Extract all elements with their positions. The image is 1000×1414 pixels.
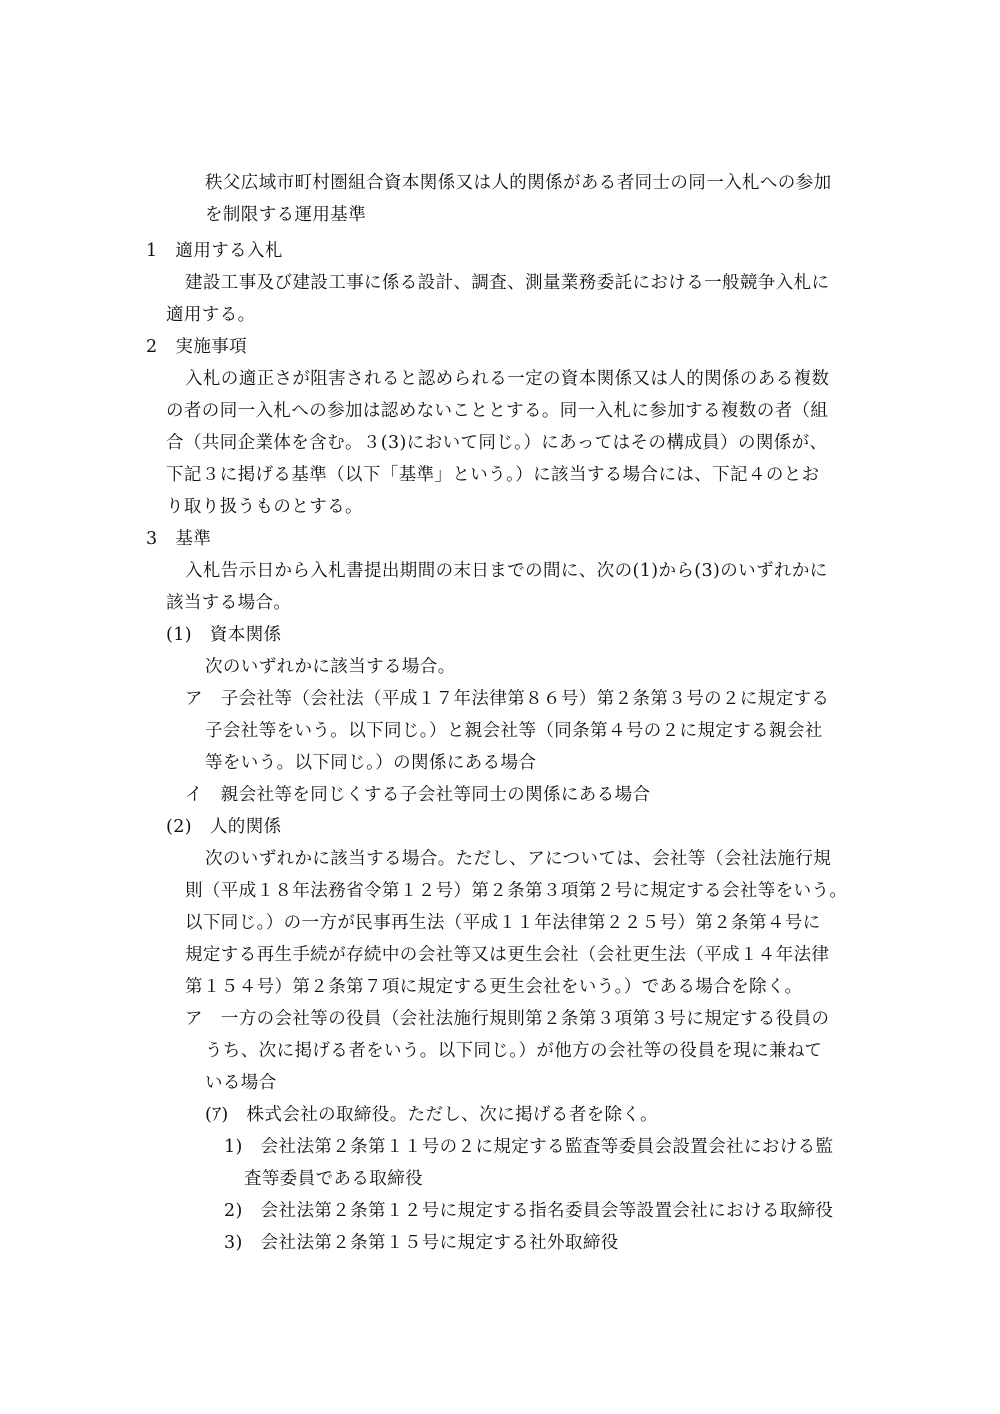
section-2-heading: 2 実施事項 [146, 337, 248, 357]
section-3-heading: 3 基準 [146, 529, 212, 549]
personnel-numbered-item-3: 3) 会社法第２条第１５号に規定する社外取締役 [224, 1233, 619, 1253]
capital-item-a-line: ア 子会社等（会社法（平成１７年法律第８６号）第２条第３号の２に規定する [185, 689, 830, 709]
personnel-item-a-sub-heading: (ｱ) 株式会社の取締役。ただし、次に掲げる者を除く。 [205, 1105, 658, 1125]
subsection-capital-intro: 次のいずれかに該当する場合。 [205, 657, 456, 677]
section-1-body-line: 適用する。 [166, 305, 256, 325]
capital-item-i: イ 親会社等を同じくする子会社等同士の関係にある場合 [185, 785, 651, 805]
section-3-body-line: 入札告示日から入札書提出期間の末日までの間に、次の(1)から(3)のいずれかに [185, 561, 828, 581]
personnel-intro-line: 第１５４号）第２条第７項に規定する更生会社をいう。）である場合を除く。 [185, 977, 803, 997]
personnel-numbered-item-2: 2) 会社法第２条第１２号に規定する指名委員会等設置会社における取締役 [224, 1201, 834, 1221]
personnel-intro-line: 以下同じ。）の一方が民事再生法（平成１１年法律第２２５号）第２条第４号に [185, 913, 821, 933]
document-title-line-1: 秩父広域市町村圏組合資本関係又は人的関係がある者同士の同一入札への参加 [205, 173, 832, 193]
section-2-body-line: 入札の適正さが阻害されると認められる一定の資本関係又は人的関係のある複数 [185, 369, 830, 389]
document-title-line-2: を制限する運用基準 [205, 205, 367, 225]
section-2-body-line: の者の同一入札への参加は認めないこととする。同一入札に参加する複数の者（組 [166, 401, 829, 421]
section-1-heading: 1 適用する入札 [146, 241, 283, 261]
subsection-personnel-heading: (2) 人的関係 [166, 817, 282, 837]
personnel-numbered-item-1-line: 1) 会社法第２条第１１号の２に規定する監査等委員会設置会社における監 [224, 1137, 834, 1157]
personnel-intro-line: 規定する再生手続が存続中の会社等又は更生会社（会社更生法（平成１４年法律 [185, 945, 830, 965]
personnel-item-a-line: うち、次に掲げる者をいう。以下同じ。）が他方の会社等の役員を現に兼ねて [205, 1041, 823, 1061]
personnel-intro-line: 次のいずれかに該当する場合。ただし、アについては、会社等（会社法施行規 [205, 849, 832, 869]
personnel-intro-line: 則（平成１８年法務省令第１２号）第２条第３項第２号に規定する会社等をいう。 [185, 881, 848, 901]
personnel-numbered-item-1-line: 査等委員である取締役 [244, 1169, 423, 1189]
section-1-body-line: 建設工事及び建設工事に係る設計、調査、測量業務委託における一般競争入札に [185, 273, 830, 293]
personnel-item-a-line: いる場合 [205, 1073, 277, 1093]
section-2-body-line: り取り扱うものとする。 [166, 497, 363, 517]
personnel-item-a-line: ア 一方の会社等の役員（会社法施行規則第２条第３項第３号に規定する役員の [185, 1009, 830, 1029]
subsection-capital-heading: (1) 資本関係 [166, 625, 282, 645]
section-2-body-line: 下記３に掲げる基準（以下「基準」という。）に該当する場合には、下記４のとお [166, 465, 820, 485]
capital-item-a-line: 子会社等をいう。以下同じ。）と親会社等（同条第４号の２に規定する親会社 [205, 721, 823, 741]
section-2-body-line: 合（共同企業体を含む。３(3)において同じ。）にあってはその構成員）の関係が、 [166, 433, 828, 453]
section-3-body-line: 該当する場合。 [166, 593, 292, 613]
capital-item-a-line: 等をいう。以下同じ。）の関係にある場合 [205, 753, 537, 773]
